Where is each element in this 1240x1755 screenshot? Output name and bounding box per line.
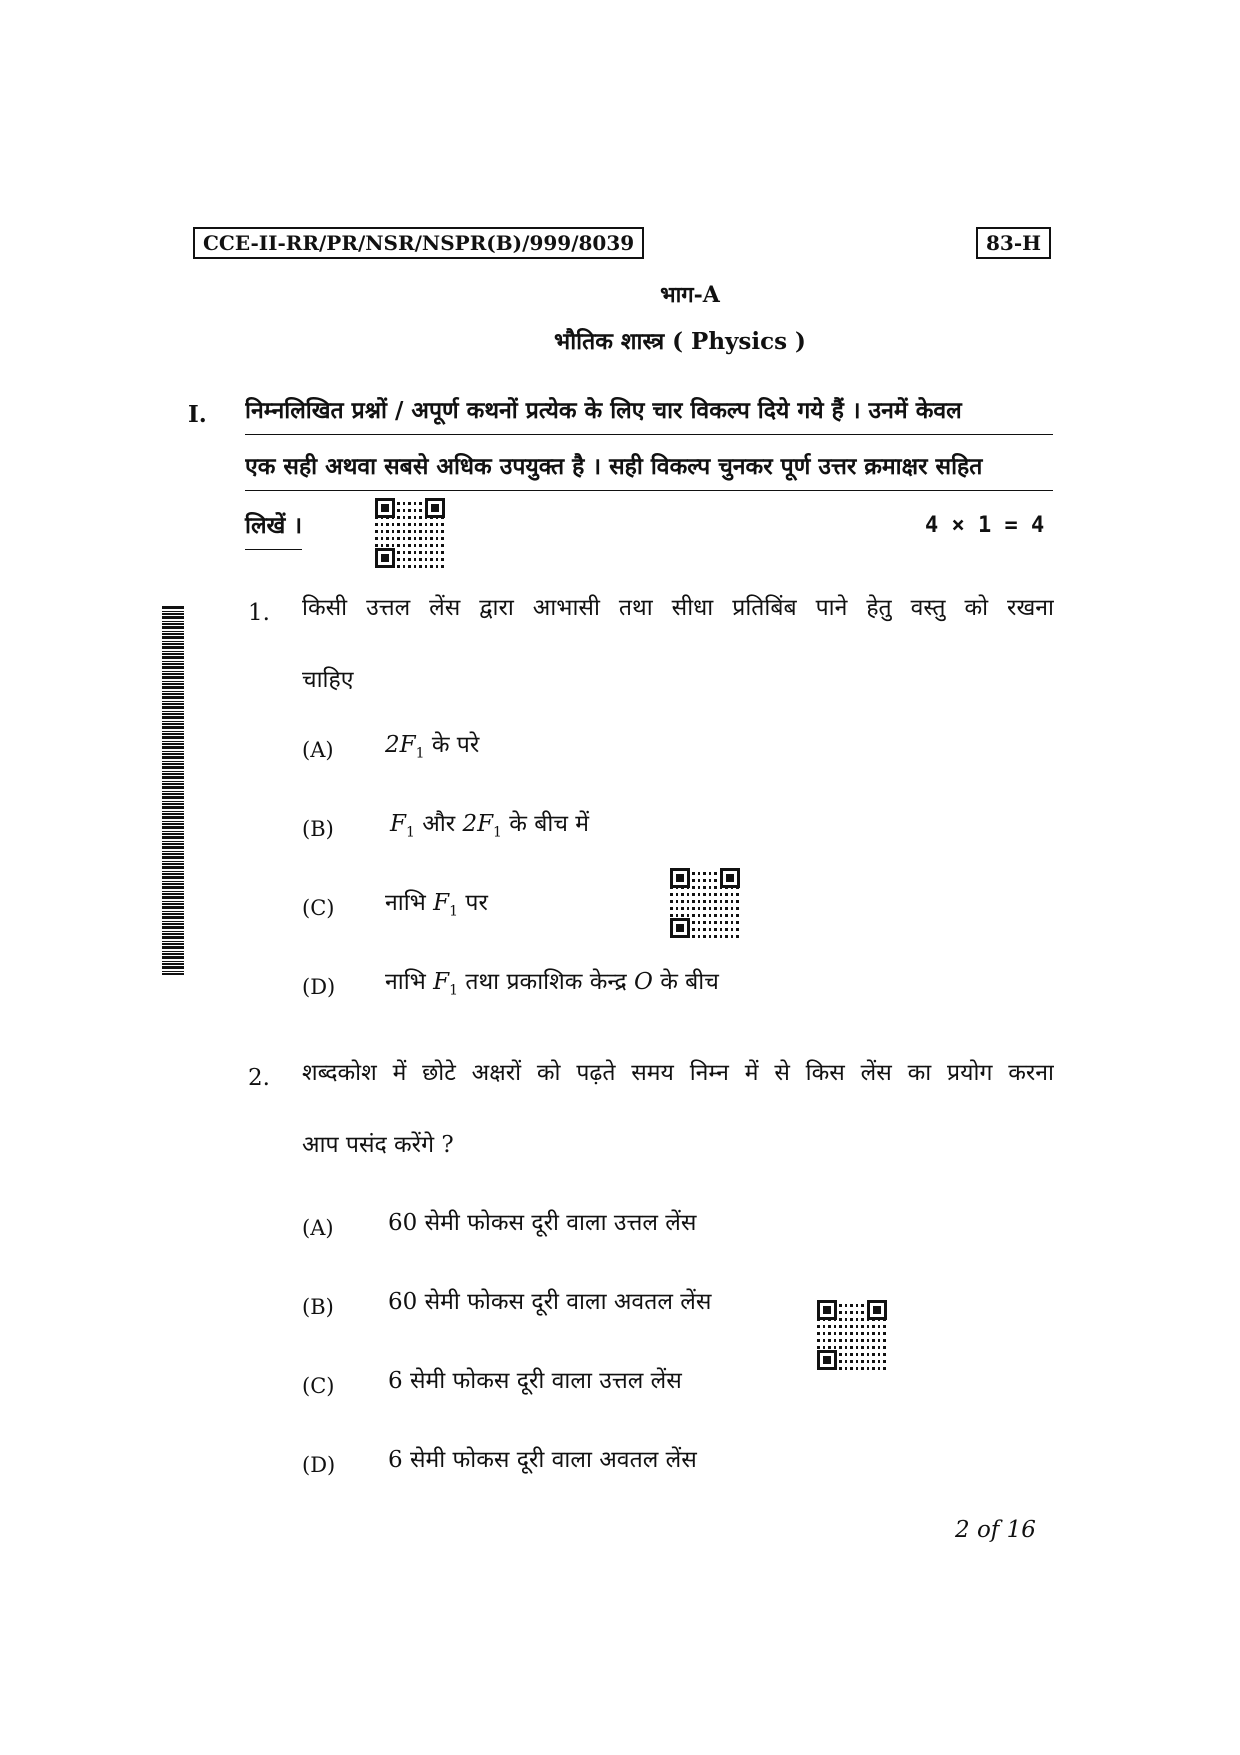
subscript: 1 [449, 903, 459, 920]
question-2-number: 2. [248, 1065, 270, 1091]
math-term: 2F [385, 732, 416, 758]
option-text: नाभि [385, 969, 434, 995]
barcode-image [162, 605, 184, 975]
subscript: 1 [493, 824, 502, 841]
option-text: तथा प्रकाशिक केन्द्र [458, 969, 635, 995]
q2-option-d-label: (D) [302, 1453, 336, 1477]
exam-code-box [193, 227, 644, 259]
question-2-text-line-2: आप पसंद करेंगे ? [302, 1132, 454, 1158]
q1-option-d-label: (D) [302, 975, 336, 999]
page-number: 2 of 16 [955, 1517, 1036, 1543]
q1-option-b-label: (B) [302, 817, 334, 841]
q1-option-b-text [390, 809, 589, 848]
subject-heading: भौतिक शास्त्र ( Physics ) [554, 328, 806, 355]
section-marks: 4 × 1 = 4 [925, 513, 1045, 538]
math-term: 2F [462, 811, 494, 837]
q2-option-a-text: 60 सेमी फोकस दूरी वाला उत्तल लेंस [388, 1210, 697, 1236]
math-term: F [390, 811, 406, 837]
option-text: के बीच में [501, 811, 590, 837]
q2-option-d-text: 6 सेमी फोकस दूरी वाला अवतल लेंस [388, 1447, 697, 1473]
instruction-line-2: एक सही अथवा सबसे अधिक उपयुक्त है । सही विकल्प चुनकर पूर्ण उत्तर क्रमाक्षर सहित [245, 452, 1053, 491]
question-1-text-line-1: किसी उत्तल लेंस द्वारा आभासी तथा सीधा प्रतिबिंब पाने हेतु वस्तु को रखना [302, 595, 1054, 621]
exam-code: CCE-II-RR/PR/NSR/NSPR(B)/999/8039 [203, 231, 635, 255]
option-text: और [414, 811, 463, 837]
question-1-number: 1. [248, 600, 270, 626]
subscript: 1 [449, 982, 459, 999]
qr-code-image [375, 498, 445, 568]
option-text: नाभि [385, 890, 434, 916]
qr-code-image [670, 868, 740, 938]
q1-option-c-text [385, 888, 488, 927]
paper-code-box [976, 227, 1051, 259]
part-heading: भाग-A [660, 282, 720, 308]
q1-option-a-label: (A) [302, 738, 334, 762]
math-term: O [634, 969, 653, 995]
q2-option-b-label: (B) [302, 1295, 334, 1319]
math-term: F [433, 969, 450, 995]
subscript: 1 [405, 824, 415, 841]
option-text: के परे [424, 732, 480, 758]
question-1-text-line-2: चाहिए [302, 667, 354, 693]
q2-option-c-label: (C) [302, 1374, 335, 1398]
subscript: 1 [415, 745, 425, 762]
q1-option-c-label: (C) [302, 896, 335, 920]
option-text: पर [458, 890, 488, 916]
q2-option-c-text: 6 सेमी फोकस दूरी वाला उत्तल लेंस [388, 1368, 682, 1394]
question-2-text-line-1: शब्दकोश में छोटे अक्षरों को पढ़ते समय निम्न में से किस लेंस का प्रयोग करना [302, 1060, 1054, 1086]
option-text: के बीच [652, 969, 719, 995]
math-term: F [433, 890, 450, 916]
q2-option-a-label: (A) [302, 1216, 334, 1240]
q2-option-b-text: 60 सेमी फोकस दूरी वाला अवतल लेंस [388, 1289, 712, 1315]
q1-option-d-text [385, 967, 719, 1006]
instruction-line-1: निम्नलिखित प्रश्नों / अपूर्ण कथनों प्रत्येक के लिए चार विकल्प दिये गये हैं । उनमें केवल [245, 396, 1053, 435]
section-number: I. [188, 401, 207, 428]
instruction-line-3: लिखें । [245, 511, 302, 550]
q1-option-a-text [385, 730, 479, 769]
qr-code-image [817, 1300, 887, 1370]
paper-code: 83-H [986, 231, 1042, 255]
